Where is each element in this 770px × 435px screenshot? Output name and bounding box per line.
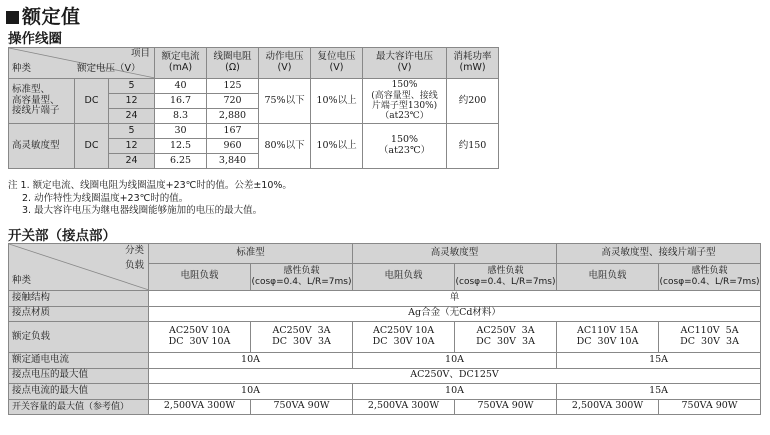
table-row: 接触结构 单	[9, 291, 761, 307]
type-standard: 标准型	[149, 244, 353, 264]
header-current: 额定电流 (mA)	[155, 48, 207, 79]
switch-corner-cell: 分类 负载 种类	[9, 244, 149, 291]
note-1: 注 1. 额定电流、线圈电阻为线圈温度+23℃时的值。公差±10%。	[8, 180, 292, 191]
header-release: 复位电压 (V)	[311, 48, 363, 79]
switch-type-row	[9, 244, 761, 264]
kind-standard: 标准型、 高容量型、 接线片端子	[9, 79, 75, 124]
coil-table	[8, 47, 499, 169]
note-3: 3. 最大容许电压为继电器线圈能够施加的电压的最大值。	[22, 205, 263, 216]
type-hs-terminal: 高灵敏度型、接线片端子型	[557, 244, 761, 264]
maxv-standard: 150% (高容量型、接线 片端子型130%) （at23℃）	[363, 79, 447, 124]
table-row: 接点材质 Ag合金（无Cd材料）	[9, 306, 761, 322]
switch-heading: 开关部（接点部）	[8, 228, 116, 244]
note-2: 2. 动作特性为线圈温度+23℃时的值。	[22, 192, 189, 204]
header-operate: 动作电压 (V)	[259, 48, 311, 79]
table-row: 12 12.5 960	[9, 139, 499, 154]
header-maxv: 最大容许电压 (V)	[363, 48, 447, 79]
table-row: 24 8.3 2,880	[9, 109, 499, 124]
table-row: 额定通电电流 10A 10A 15A	[9, 353, 761, 369]
table-row: 开关容量的最大值（参考值） 2,500VA 300W 750VA 90W 2,500VA 300W 750VA 90W 2,500VA 300W 750VA 90W	[9, 399, 761, 415]
dc-label: DC	[75, 79, 109, 124]
coil-corner-cell: 项目 种类 额定电压（V）	[9, 48, 155, 79]
table-row: 标准型、 高容量型、 接线片端子 DC 5 40 125 75%以下 10%以上 150% (高容量型、接线 片端子型130%) （at23℃） 约200	[9, 79, 499, 94]
dc-label: DC	[75, 124, 109, 169]
table-row: 24 6.25 3,840	[9, 154, 499, 169]
switch-load-row: 电阻负载 感性负载 (cosφ=0.4、L/R=7ms) 电阻负载 感性负载 (cosφ=0.4、L/R=7ms) 电阻负载 感性负载 (cosφ=0.4、L/R=7ms)	[9, 263, 761, 290]
page-title: 额定值	[6, 2, 81, 29]
table-row: 高灵敏度型 DC 5 30 167 80%以下 10%以上 150% （at23℃） 约150	[9, 124, 499, 139]
type-high-sensitivity: 高灵敏度型	[353, 244, 557, 264]
header-power: 消耗功率 (mW)	[447, 48, 499, 79]
table-row: 接点电流的最大值 10A 10A 15A	[9, 384, 761, 400]
table-row: 12 16.7 720	[9, 94, 499, 109]
coil-heading: 操作线圈	[8, 31, 62, 47]
title-square-icon	[6, 11, 19, 24]
table-row: 接点电压的最大值 AC250V、DC125V	[9, 368, 761, 384]
coil-notes	[8, 180, 292, 218]
header-resistance: 线圈电阻 (Ω)	[207, 48, 259, 79]
maxv-high-sensitivity: 150% （at23℃）	[363, 124, 447, 169]
coil-header-row	[9, 48, 499, 79]
table-row: 额定负载 AC250V 10A DC 30V 10A AC250V 3A DC 30V 3A AC250V 10A DC 30V 10A AC250V 3A DC 30V 3A AC110V 15A DC 30V 10A AC110V 5A DC 30V 3A	[9, 322, 761, 353]
kind-high-sensitivity: 高灵敏度型	[9, 124, 75, 169]
switch-table	[8, 243, 761, 415]
